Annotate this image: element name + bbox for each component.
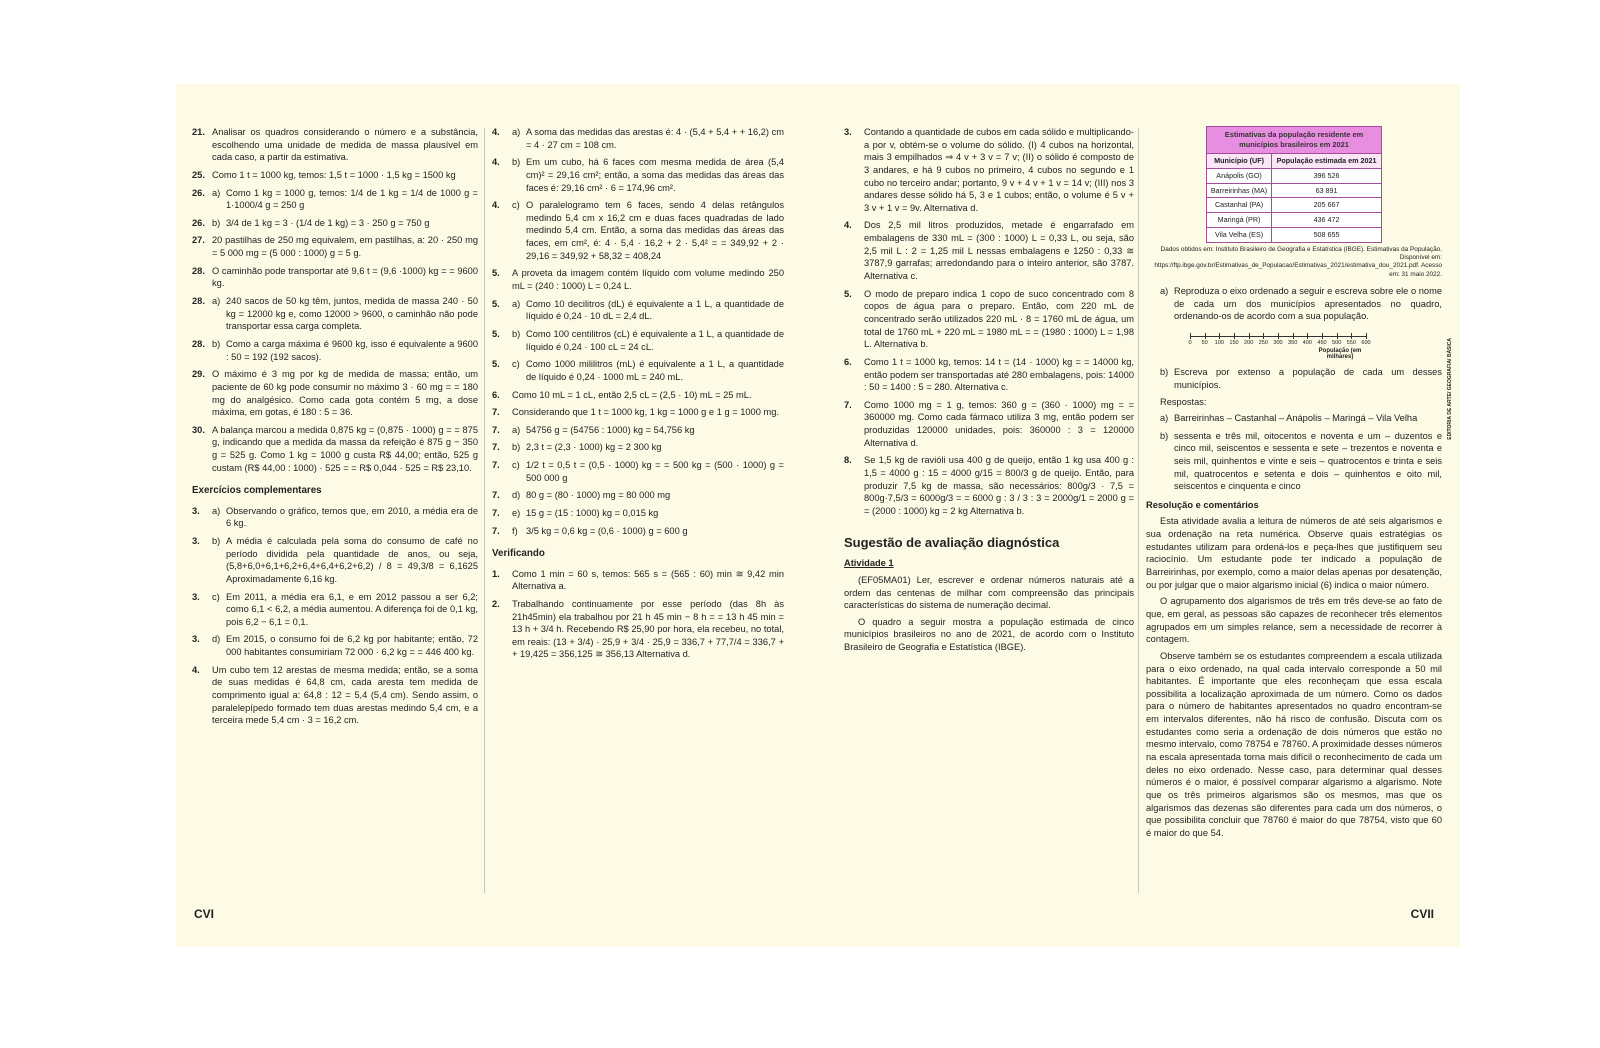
axis-tick-label: 50 [1201, 340, 1208, 347]
exercise-item [192, 169, 478, 182]
item-number: 7. [492, 407, 500, 418]
exercise-item [492, 406, 784, 419]
exercise-item [192, 633, 478, 658]
table-cell: 436 472 [1272, 213, 1382, 228]
axis-tick [1263, 333, 1264, 339]
exercise-item [844, 356, 1134, 394]
item-text: Se 1,5 kg de ravióli usa 400 g de queijo, então 1 kg usa 400 g : 1,5 = 4000 g : 15 = 4000 g/15 = 800/3 g de queijo. Então, para produzir 7,5 kg de massa, são necessários: 800g/3 · 7,5 = 800g·7,5/3 = 6000g/3 = = 6000 g : 3 / 3 : 3 = 2000g/1 = 2000 g = = (2000 : 1000) kg = 2 kg Alternativa b. [864, 455, 1134, 516]
item-text: Trabalhando continuamente por esse período (das 8h às 21h45min) ela trabalhou por 21 h 45 min − 8 h = = 13 h 45 min = 13 h + 3/4 h. Recebendo R$ 25,90 por hora, ela recebeu, no total, em reais: (13 + 3/4) · 25,9 + 3/4 · 25,9 = 336,7 + 77,7/4 = 336,7 + + 19,425 = 356,125 ≅ 356,13 Alternativa d. [512, 598, 784, 660]
axis-tick [1278, 333, 1279, 339]
column-1 [192, 126, 478, 732]
axis-tick [1234, 333, 1235, 339]
item-number: 7. [492, 460, 500, 471]
item-number: 5. [492, 328, 500, 339]
exercise-item [492, 298, 784, 323]
item-letter: b) [512, 328, 521, 339]
axis-tick-label: 150 [1229, 340, 1239, 347]
item-letter: c) [512, 359, 520, 370]
item-text: Como 1 t = 1000 kg, temos: 14 t = (14 · 1000) kg = = 14000 kg, então podem ser transportadas até 280 embalagens, pois: 14000 : 50 = 1400 : 5 = 280. Alternativa c. [864, 356, 1134, 393]
item-number: 7. [844, 399, 852, 410]
item-letter: a) [212, 296, 221, 307]
item-number: 6. [844, 356, 852, 367]
table-cell: Vila Velha (ES) [1207, 228, 1272, 243]
exercise-item [844, 399, 1134, 450]
book-spread [176, 84, 1460, 947]
table-source: Dados obtidos em: Instituto Brasileiro de Geografia e Estatística (IBGE). Estimativas da População. Disponível em: https://ftp.ibge.gov.br/Estimativas_de_Populacao/Estimativas_2021/estimativa_dou_2021.pdf. Acesso em: 31 maio 2022. [1154, 245, 1442, 278]
column-2 [492, 126, 784, 666]
item-letter: a) [512, 127, 521, 137]
item-text: Contando a quantidade de cubos em cada sólido e multiplicando-a por v, obtém-se o volume do sólido. (I) 4 cubos na horizontal, mais 3 empilhados ⇒ 4 v + 3 v = 7 v; (II) o sólido é composto de 3 andares, e há 9 cubos no primeiro, 4 cubos no segundo e 1 cubo no terceiro andar; portanto, 9 v + 4 v + 1 v = 14 v; (III) nos 3 andares desse sólido há 5, 3 e 1 cubos; então, o volume é 5 v + 3 v + 1 v = 9v. Alternativa d. [864, 127, 1134, 213]
item-letter: a) [1160, 286, 1169, 297]
exercise-item [192, 664, 478, 727]
exercise-item [192, 234, 478, 259]
item-text: A média é calculada pela soma do consumo de café no período dividida pela quantidade de anos, ou seja, (5,8+6,0+6,1+6,2+6,4+6,4+6,2+6,2) / 8 = 49,3/8 = 6,1625 Aproximadamente 6,16 kg. [226, 535, 478, 584]
paragraph: (EF05MA01) Ler, escrever e ordenar números naturais até a ordem das centenas de milhar com compreensão das principais características do sistema de numeração decimal. [844, 574, 1134, 611]
item-text: 240 sacos de 50 kg têm, juntos, medida de massa 240 · 50 kg = 12000 kg e, como 12000 > 9600, o caminhão não pode transportar essa carga completa. [226, 296, 478, 332]
table-cell: 396 526 [1272, 168, 1382, 183]
item-text: Como 100 centilitros (cL) é equivalente a 1 L, a quantidade de líquido é 0,24 · 100 cL = 24 cL. [526, 328, 784, 352]
item-text: Analisar os quadros considerando o número e a substância, escolhendo uma unidade de medida de massa plausível em cada caso, a partir da estimativa. [212, 127, 478, 163]
item-letter: a) [212, 187, 221, 198]
item-number: 2. [492, 598, 500, 609]
section-heading: Exercícios complementares [192, 485, 322, 497]
axis-tick [1366, 333, 1367, 339]
number-axis [1190, 328, 1370, 362]
axis-tick [1219, 333, 1220, 339]
exercise-item [844, 126, 1134, 214]
item-number: 29. [192, 369, 205, 380]
item-text: O modo de preparo indica 1 copo de suco concentrado com 8 copos de água para o preparo. Então, com 220 mL de concentrado serão utilizados 220 mL · 8 = 1760 mL de água, um total de 1760 mL + 220 mL = 1980 mL = = (1980 : 1000) L = 1,98 L. Alternativa b. [864, 288, 1134, 350]
axis-tick [1190, 333, 1191, 339]
item-number: 5. [492, 359, 500, 370]
exercise-item [492, 507, 784, 520]
item-text: A balança marcou a medida 0,875 kg = (0,875 · 1000) g = = 875 g, indicando que a medida da massa da refeição é 875 g − 350 g = 525 g. Como 1 kg = 1000 g custa R$ 44,00; então, 525 g custam (R$ 44,00 : 1000) · 525 = = R$ 0,044 · 525 = R$ 23,10. [212, 424, 478, 473]
exercise-item [492, 568, 784, 593]
axis-tick-label: 200 [1243, 340, 1254, 347]
item-text: 15 g = (15 : 1000) kg = 0,015 kg [526, 508, 659, 519]
item-text: Como 1 t = 1000 kg, temos: 1,5 t = 1000 · 1,5 kg = 1500 kg [212, 169, 456, 180]
item-text: Como 1 min = 60 s, temos: 565 s = (565 : 60) min ≅ 9,42 min Alternativa a. [512, 568, 784, 592]
exercise-item [192, 187, 478, 212]
item-text: A soma das medidas das arestas é: 4 · (5,4 + 5,4 + + 16,2) cm = 4 · 27 cm = 108 cm. [526, 127, 784, 150]
exercise-item [844, 288, 1134, 351]
axis-tick-label: 500 [1331, 340, 1342, 347]
exercise-item [492, 199, 784, 262]
item-number: 7. [492, 442, 500, 453]
item-text: O paralelogramo tem 6 faces, sendo 4 delas retângulos medindo 5,4 cm x 16,2 cm e duas faces quadradas de lado medindo 5,4 cm. Então, a soma das medidas das áreas das faces, em cm², é: 4 · 5,4 · 16,2 + 2 · 5,4² = = 349,92 + 2 · 29,16 = 349,92 + 58,32 = 408,24 [526, 200, 784, 261]
axis-tick-label: 100 [1214, 340, 1224, 347]
table-cell: 205 667 [1272, 198, 1382, 213]
item-number: 4. [492, 200, 500, 211]
item-text: Em 2015, o consumo foi de 6,2 kg por habitante; então, 72 000 habitantes consumiriam 72 000 · 6,2 kg = = 446 400 kg. [226, 634, 478, 658]
column-3 [844, 126, 1134, 658]
axis-tick-label: 550 [1346, 340, 1356, 347]
table-header: Município (UF) [1207, 154, 1272, 169]
item-number: 26. [192, 187, 205, 198]
axis-tick-label: 0 [1188, 340, 1192, 347]
item-text: Dos 2,5 mil litros produzidos, metade é engarrafado em embalagens de 330 mL = (300 : 1000) L = 0,33 L, ou seja, são 2,5 mil L : 2 = 1,25 mil L nessas embalagens e 1250 : 0,33 ≅ 3787,9 garrafas; arredondando para o inteiro anterior, são 3787. Alternativa c. [864, 220, 1134, 282]
item-number: 28. [192, 338, 205, 349]
exercise-item [492, 489, 784, 502]
table-header: População estimada em 2021 [1272, 154, 1382, 169]
item-number: 7. [492, 490, 500, 501]
item-number: 8. [844, 455, 852, 466]
population-table [1206, 126, 1382, 243]
item-text: Como 1 kg = 1000 g, temos: 1/4 de 1 kg = 1/4 de 1000 g = 1·1000/4 g = 250 g [226, 187, 478, 211]
table-row [1207, 168, 1382, 183]
page-number-left: CVI [194, 907, 215, 921]
item-number: 4. [192, 664, 200, 675]
axis-tick-label: 600 [1361, 340, 1371, 347]
item-number: 7. [492, 508, 500, 519]
exercise-item [492, 525, 784, 538]
item-text: Observando o gráfico, temos que, em 2010, a média era de 6 kg. [226, 505, 478, 529]
axis-tick [1351, 333, 1352, 339]
item-letter: b) [512, 442, 521, 453]
table-cell: Castanhal (PA) [1207, 198, 1272, 213]
item-text: Como a carga máxima é 9600 kg, isso é equivalente a 9600 : 50 = 192 (192 sacos). [226, 338, 478, 362]
item-text: 54756 g = (54756 : 1000) kg = 54,756 kg [526, 424, 695, 435]
item-number: 5. [844, 288, 852, 299]
table-cell: Barreirinhas (MA) [1207, 183, 1272, 198]
table-row [1207, 183, 1382, 198]
item-text: O máximo é 3 mg por kg de medida de massa; então, um paciente de 60 kg pode consumir no máximo 3 · 60 mg = = 180 mg do analgésico. Como cada gota contém 5 mg, a dose máxima, em gotas, é 180 : 5 = 36. [212, 369, 478, 418]
axis-tick-label: 400 [1302, 340, 1312, 347]
exercise-item [192, 295, 478, 333]
item-number: 21. [192, 127, 205, 137]
item-text: 3/4 de 1 kg = 3 · (1/4 de 1 kg) = 3 · 250 g = 750 g [226, 217, 430, 228]
axis-tick [1293, 333, 1294, 339]
item-number: 6. [492, 389, 500, 400]
item-text: 1/2 t = 0,5 t = (0,5 · 1000) kg = = 500 kg = (500 · 1000) g = 500 000 g [526, 460, 784, 483]
item-number: 25. [192, 169, 205, 180]
exercise-item [192, 217, 478, 230]
item-text: 3/5 kg = 0,6 kg = (0,6 · 1000) g = 600 g [526, 525, 688, 536]
exercise-item [492, 459, 784, 484]
axis-label: População (em milhares) [1318, 348, 1362, 361]
section-heading: Atividade 1 [844, 558, 894, 569]
item-text: Um cubo tem 12 arestas de mesma medida; então, se a soma de suas medidas é 64,8 cm, cada aresta tem medida de comprimento igual a: 64,8 : 12 = 5,4 (5,4 cm). Sendo assim, o paralelepípedo formado tem duas arestas medindo 5,4 cm, e a terceira mede 5,4 cm · 3 = 16,2 cm. [212, 664, 478, 726]
axis-tick-label: 300 [1273, 340, 1283, 347]
exercise-item [492, 358, 784, 383]
exercise-item [492, 441, 784, 454]
item-number: 28. [192, 265, 205, 276]
item-text: 2,3 t = (2,3 · 1000) kg = 2 300 kg [526, 442, 662, 453]
item-text: Como 10 mL = 1 cL, então 2,5 cL = (2,5 · 10) mL = 25 mL. [512, 389, 752, 400]
section-heading: Resolução e comentários [1146, 499, 1259, 510]
answers-label: Respostas: [1160, 397, 1207, 408]
axis-tick [1307, 333, 1308, 339]
item-text: O caminhão pode transportar até 9,6 t = (9,6 ·1000) kg = = 9600 kg. [212, 265, 478, 289]
item-letter: f) [512, 525, 518, 536]
section-heading: Verificando [492, 548, 545, 560]
item-letter: a) [212, 505, 221, 516]
table-caption: Estimativas da população residente em municípios brasileiros em 2021 [1206, 126, 1382, 153]
item-letter: d) [512, 490, 521, 501]
answer-a: Barreirinhas – Castanhal – Anápolis – Maringá – Vila Velha [1174, 412, 1418, 423]
axis-tick-label: 350 [1287, 340, 1298, 347]
item-letter: a) [512, 298, 521, 309]
item-text: Como 10 decilitros (dL) é equivalente a 1 L, a quantidade de líquido é 0,24 · 10 dL = 2,4 dL. [526, 298, 784, 322]
paragraph: O agrupamento dos algarismos de três em três deve-se ao fato de que, em geral, as pessoas são capazes de reconhecer três elementos agrupados em um simples relance, sem a necessidade de recorrer à contagem. [1146, 596, 1442, 645]
axis-tick [1337, 333, 1338, 339]
item-text: Como 1000 mg = 1 g, temos: 360 g = (360 · 1000) mg = = 360000 mg. Como cada fármaco utiliza 3 mg, então podem ser produzidas 120000 unidades, pois: 360000 : 3 = 120000 Alternativa d. [864, 399, 1134, 448]
item-number: 30. [192, 424, 205, 435]
item-text: Como 1000 mililitros (mL) é equivalente a 1 L, a quantidade de líquido é 0,24 · 1000 mL = 240 mL. [526, 359, 784, 382]
exercise-item [492, 389, 784, 402]
column-divider [484, 128, 485, 893]
axis-tick [1249, 333, 1250, 339]
column-4 [1146, 126, 1442, 843]
exercise-item [492, 328, 784, 353]
item-number: 26. [192, 217, 205, 228]
exercise-item [192, 505, 478, 530]
exercise-item [192, 424, 478, 475]
item-text: Considerando que 1 t = 1000 kg, 1 kg = 1000 g e 1 g = 1000 mg. [512, 407, 779, 418]
item-letter: b) [1160, 367, 1169, 378]
item-letter: b) [512, 157, 521, 168]
question-b: Escreva por extenso a população de cada um desses municípios. [1174, 367, 1442, 390]
exercise-item [192, 591, 478, 629]
item-letter: a) [512, 424, 521, 435]
credit-label: EDITORIA DE ARTE/ GEOGRAFIA/ BÁSICA [1447, 338, 1453, 440]
table-row [1207, 198, 1382, 213]
item-number: 28. [192, 296, 205, 307]
exercise-item [844, 454, 1134, 517]
exercise-item [192, 126, 478, 164]
item-letter: b) [1160, 430, 1169, 441]
table-cell: Maringá (PR) [1207, 213, 1272, 228]
exercise-item [844, 219, 1134, 282]
item-letter: b) [212, 535, 221, 546]
exercise-item [192, 338, 478, 363]
paragraph: Observe também se os estudantes compreendem a escala utilizada para o eixo ordenado, na qual cada intervalo corresponde a 50 mil habitantes. É importante que eles reconheçam que essa escala possibilita a localização aproximada de um número. Como os dados para o número de habitantes apresentados no quadro encontram-se em intervalos diferentes, não há risco de confusão. Discuta com os estudantes como seria a ordenação de dois números que estão no mesmo intervalo, como 78754 e 78760. A proximidade desses números na escala apresentada torna mais difícil o reconhecimento de cada um deles no eixo ordenado. Nesse caso, para determinar qual desses números é o maior, é possível comparar algarismo a algarismo. Note que os três primeiros algarismos são os mesmos, mas que os algarismos das dezenas são diferentes para cada um dos números, o que possibilita concluir que 78760 é maior do que 78754, visto que 60 é maior do que 54. [1146, 650, 1442, 838]
item-number: 4. [844, 220, 852, 231]
table-row [1207, 213, 1382, 228]
axis-tick-label: 450 [1317, 340, 1327, 347]
paragraph: Esta atividade avalia a leitura de números de até seis algarismos e sua ordenação na reta numérica. Observe quais estratégias os estudantes utilizam para ordená-los e peça-lhes que justifiquem seu raciocínio. Um estudante pode ter indicado a população de Barreirinhas, por exemplo, como a maior delas apenas por desatenção, ou por julgar que o maior algarismo inicial (6) indica o maior número. [1146, 516, 1442, 590]
exercise-item [192, 368, 478, 419]
question-a: Reproduza o eixo ordenado a seguir e escreva sobre ele o nome de cada um dos municípios apresentados no quadro, ordenando-os de acordo com a sua população. [1174, 286, 1442, 322]
item-number: 4. [492, 127, 500, 137]
exercise-item [492, 267, 784, 292]
exercise-item [492, 156, 784, 194]
item-number: 3. [192, 591, 200, 602]
item-number: 3. [192, 535, 200, 546]
item-letter: b) [212, 338, 221, 349]
item-text: Em um cubo, há 6 faces com mesma medida de área (5,4 cm)² = 29,16 cm²; então, a soma das medidas das áreas das faces é: 29,16 cm² · 6 = 174,96 cm². [526, 157, 784, 193]
axis-tick [1205, 333, 1206, 339]
table-cell: 508 655 [1272, 228, 1382, 243]
item-number: 7. [492, 424, 500, 435]
item-letter: e) [512, 508, 521, 519]
item-number: 3. [192, 634, 200, 645]
item-number: 4. [492, 157, 500, 168]
item-number: 5. [492, 268, 500, 279]
item-text: A proveta da imagem contém líquido com volume medindo 250 mL = (240 : 1000) L = 0,24 L. [512, 268, 784, 292]
axis-tick-label: 250 [1258, 340, 1268, 347]
item-letter: c) [212, 591, 220, 602]
item-letter: a) [1160, 412, 1169, 423]
section-heading: Sugestão de avaliação diagnóstica [844, 534, 1060, 550]
item-number: 3. [192, 505, 200, 516]
item-number: 3. [844, 127, 852, 137]
item-letter: c) [512, 200, 520, 211]
item-text: Em 2011, a média era 6,1, e em 2012 passou a ser 6,2; como 6,1 < 6,2, a média aumentou. A diferença foi de 0,1 kg, pois 6,2 − 6,1 = 0,1. [226, 591, 478, 627]
exercise-item [192, 265, 478, 290]
item-letter: d) [212, 634, 221, 645]
exercise-item [492, 598, 784, 661]
item-text: 80 g = (80 · 1000) mg = 80 000 mg [526, 490, 671, 501]
axis-tick [1322, 333, 1323, 339]
table-row [1207, 228, 1382, 243]
item-text: 20 pastilhas de 250 mg equivalem, em pastilhas, a: 20 · 250 mg = 5 000 mg = (5 000 : 1000) g = 5 g. [212, 235, 478, 259]
item-number: 1. [492, 568, 500, 579]
exercise-item [492, 126, 784, 151]
paragraph: O quadro a seguir mostra a população estimada de cinco municípios brasileiros no ano de 2021, de acordo com o Instituto Brasileiro de Geografia e Estatística (IBGE). [844, 616, 1134, 653]
page-number-right: CVII [1410, 907, 1434, 921]
table-cell: 63 891 [1272, 183, 1382, 198]
exercise-item [192, 535, 478, 586]
exercise-item [492, 424, 784, 437]
item-letter: b) [212, 217, 221, 228]
item-number: 7. [492, 525, 500, 536]
item-number: 27. [192, 235, 205, 246]
item-letter: c) [512, 460, 520, 471]
answer-b: sessenta e três mil, oitocentos e noventa e um – duzentos e cinco mil, seiscentos e sessenta e sete – trezentos e noventa e seis mil, quinhentos e vinte e seis – quatrocentos e trinta e seis mil, quatrocentos e setenta e dois – quinhentos e oito mil, seiscentos e cinquenta e cinco [1174, 430, 1442, 492]
table-cell: Anápolis (GO) [1207, 168, 1272, 183]
column-divider [1138, 128, 1139, 893]
item-number: 5. [492, 298, 500, 309]
